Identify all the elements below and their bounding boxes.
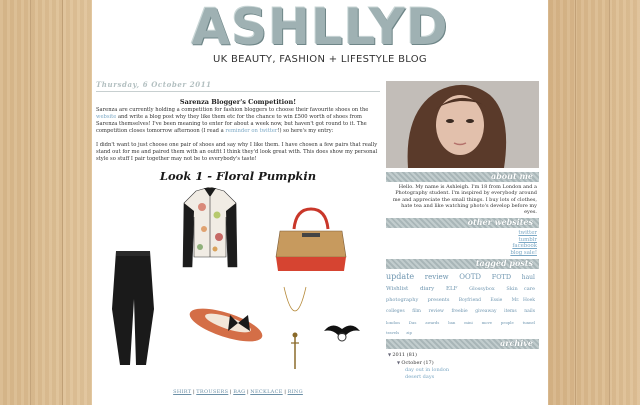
tag-link[interactable]: Glossybox bbox=[469, 286, 495, 293]
expand-arrow-icon[interactable]: ▼ bbox=[388, 352, 393, 358]
profile-photo-graphic bbox=[386, 81, 539, 168]
tag-link[interactable]: film bbox=[412, 309, 421, 315]
website-link[interactable]: website bbox=[96, 114, 117, 120]
necklace-link[interactable]: NECKLACE bbox=[250, 389, 283, 395]
archive-year[interactable] bbox=[388, 351, 539, 359]
tag-link[interactable]: freebie bbox=[451, 309, 468, 315]
tumblr-link[interactable]: tumblr bbox=[518, 236, 537, 243]
about-me-text: Hello. My name is Ashleigh. I'm 18 from London and a Photography student. I'm inspired by everybody around me and appreciate the small things. I buy lots of clothes, hate tea and like watching photo's develop before my eyes. bbox=[392, 184, 537, 216]
bow-flats-image[interactable] bbox=[186, 301, 270, 347]
post-text-segment: Sarenza are currently holding a competition for fashion bloggers to choose their favourite shoes on the bbox=[96, 107, 369, 113]
blog-sale-link[interactable]: blog sale! bbox=[510, 249, 537, 256]
shirt-link[interactable]: SHIRT bbox=[173, 389, 192, 395]
orange-bag-image[interactable] bbox=[274, 207, 348, 275]
post-body bbox=[96, 107, 380, 163]
facebook-link[interactable]: facebook bbox=[512, 243, 537, 250]
tag-link[interactable]: ELF bbox=[445, 286, 458, 293]
look-title: Look 1 - Floral Pumpkin bbox=[159, 169, 317, 183]
archive-banner bbox=[386, 339, 539, 349]
outfit-collage bbox=[96, 185, 380, 393]
tag-link[interactable]: FOTD bbox=[491, 273, 512, 282]
archive-month-label[interactable]: October (17) bbox=[401, 360, 434, 367]
tag-cloud bbox=[386, 269, 539, 339]
archive-heading: archive bbox=[500, 338, 533, 349]
tag-link[interactable]: people bbox=[500, 319, 514, 325]
tag-link[interactable]: update bbox=[386, 272, 415, 282]
archive-year-label[interactable]: 2011 (81) bbox=[392, 352, 417, 359]
tag-link[interactable]: haul bbox=[521, 274, 535, 282]
tag-link[interactable]: Das bbox=[408, 319, 417, 325]
tag-link[interactable]: Boyfriend bbox=[458, 297, 482, 303]
tag-link[interactable]: Essie bbox=[490, 297, 503, 303]
tag-link[interactable]: giveaway bbox=[475, 309, 497, 315]
tag-link[interactable]: zip bbox=[406, 330, 412, 336]
caption-separator: | bbox=[282, 389, 288, 395]
tag-link[interactable]: tunnel bbox=[522, 319, 535, 325]
tag-link[interactable]: presents bbox=[427, 296, 450, 303]
blog-tagline: UK BEAUTY, FASHION + LIFESTYLE BLOG bbox=[213, 54, 427, 65]
twitter-link[interactable]: twitter bbox=[518, 230, 537, 237]
post-text-segment: and write a blog post why they like them etc for the chance to win £500 worth of shoes from Sarenza themselves! I've been meaning to enter for about a week now, but haven't got round to it. The competition closes tomorrow afternoon (I read a bbox=[96, 114, 367, 134]
tag-link[interactable]: photography bbox=[386, 296, 419, 303]
post-paragraph: I didn't want to just choose one pair of shoes and say why I like them. I have chosen a few pairs that really stand out for me and paired them with an outfit I think they'd look great with. This does show my personal style so stuff I pair together may not be to everybody's taste! bbox=[96, 142, 378, 162]
tag-link[interactable]: OOTD bbox=[459, 273, 482, 282]
about-me-banner bbox=[386, 172, 539, 182]
black-trousers-image[interactable] bbox=[110, 249, 156, 369]
other-websites-list bbox=[386, 228, 539, 259]
tag-link[interactable]: Wishlist bbox=[386, 286, 409, 293]
trousers-link[interactable]: TROUSERS bbox=[196, 389, 229, 395]
caption-separator: | bbox=[191, 389, 197, 395]
tag-link[interactable]: mini bbox=[464, 319, 473, 325]
post-title: Sarenza Blogger's Competition! bbox=[179, 98, 297, 106]
post-paragraph bbox=[96, 107, 380, 135]
archive-post-link[interactable]: desert days bbox=[405, 374, 435, 381]
tag-link[interactable]: review bbox=[424, 273, 449, 282]
tag-link[interactable]: nails bbox=[524, 309, 536, 315]
tag-link[interactable]: london bbox=[386, 319, 400, 325]
caption-separator: | bbox=[228, 389, 234, 395]
blog-logo[interactable]: ASHLLYD bbox=[191, 0, 449, 56]
caption-separator: | bbox=[245, 389, 251, 395]
twitter-reminder-link[interactable]: reminder on twitter bbox=[225, 128, 278, 134]
tag-link[interactable]: travels bbox=[386, 330, 400, 336]
blog-archive bbox=[386, 349, 539, 381]
ring-link[interactable]: RING bbox=[287, 389, 303, 395]
tag-link[interactable]: colleges bbox=[386, 309, 405, 315]
about-me-heading: about me bbox=[491, 171, 533, 181]
tag-link[interactable]: review bbox=[428, 309, 444, 315]
archive-post-link[interactable]: day out in london bbox=[405, 367, 450, 374]
post-column bbox=[96, 80, 380, 393]
tag-link[interactable]: items bbox=[504, 309, 517, 315]
skeleton-necklace-image[interactable] bbox=[282, 285, 308, 375]
mustache-ring-image[interactable] bbox=[322, 321, 362, 343]
blog-page bbox=[92, 0, 548, 405]
tagged-posts-heading: tagged posts bbox=[475, 258, 533, 269]
tag-link[interactable]: diary bbox=[419, 286, 435, 293]
floral-shirt-image[interactable] bbox=[182, 187, 238, 271]
sidebar bbox=[386, 81, 539, 381]
tagged-posts-banner bbox=[386, 259, 539, 269]
other-websites-heading: other websites bbox=[467, 217, 533, 228]
expand-arrow-icon[interactable]: ▼ bbox=[397, 360, 402, 366]
tag-link[interactable]: move bbox=[481, 319, 492, 325]
tag-link[interactable]: Skin care bbox=[506, 286, 536, 293]
archive-month[interactable] bbox=[388, 359, 539, 367]
profile-photo bbox=[386, 81, 539, 168]
post-text-segment: !) so here's my entry: bbox=[277, 128, 334, 134]
tag-link[interactable]: ban bbox=[448, 319, 456, 325]
other-websites-banner bbox=[386, 218, 539, 228]
bag-link[interactable]: BAG bbox=[233, 389, 246, 395]
outfit-caption bbox=[96, 389, 380, 395]
post-date: Thursday, 6 October 2011 bbox=[96, 80, 380, 92]
tag-link[interactable]: Mr. Hoek bbox=[511, 297, 535, 303]
tag-link[interactable]: awards bbox=[425, 319, 440, 325]
